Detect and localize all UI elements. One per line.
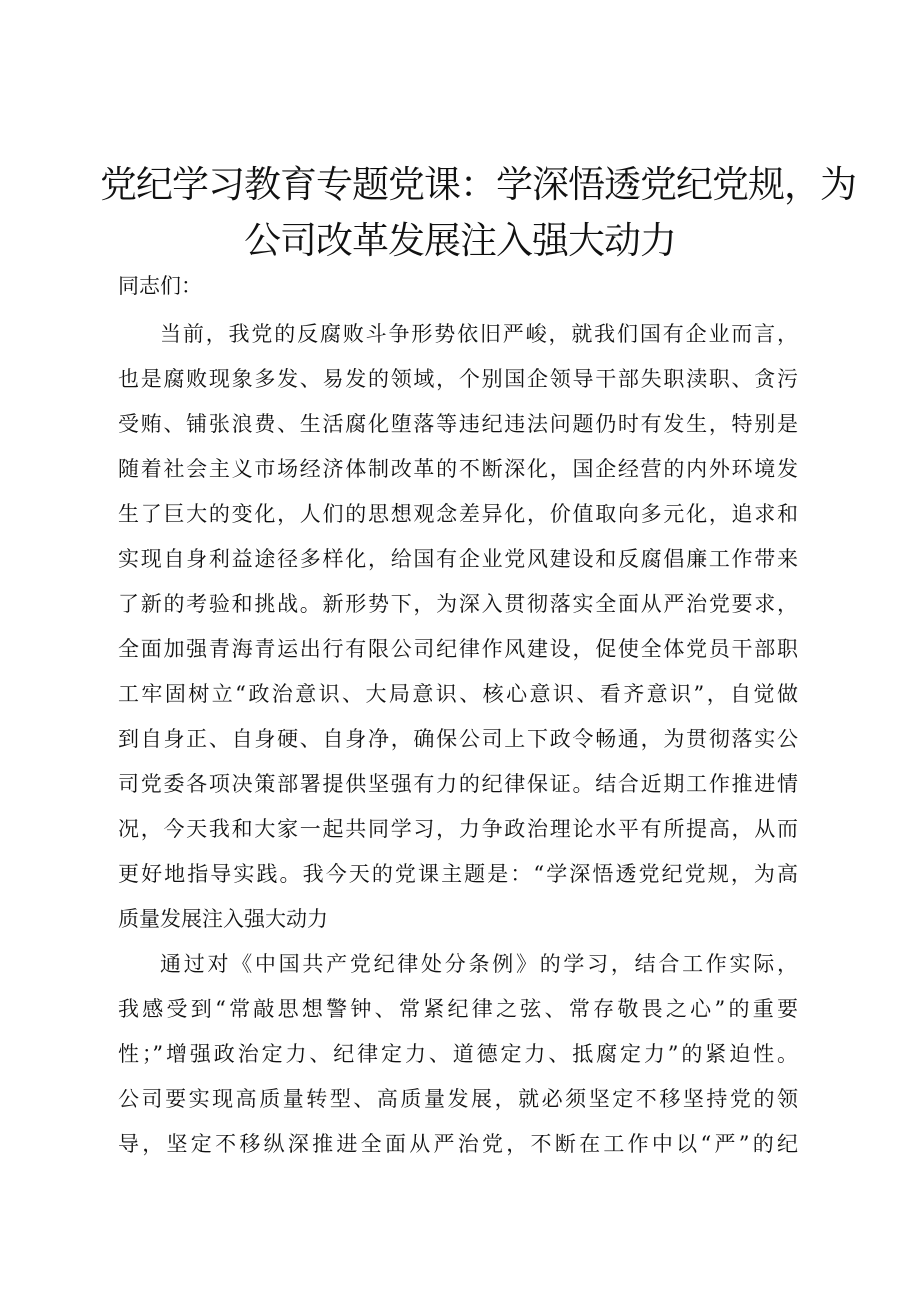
paragraph-line: 也是腐败现象多发、易发的领域，个别国企领导干部失职渎职、贪污 (118, 367, 798, 391)
paragraph-line: 更好地指导实践。我今天的党课主题是：“学深悟透党纪党规，为高 (118, 862, 798, 886)
paragraph-line: 我感受到“常敲思想警钟、常紧纪律之弦、常存敬畏之心”的重要 (118, 997, 798, 1021)
paragraph-line: 况，今天我和大家一起共同学习，力争政治理论水平有所提高，从而 (118, 817, 798, 841)
paragraph-line: 司党委各项决策部署提供坚强有力的纪律保证。结合近期工作推进情 (118, 772, 798, 796)
paragraph-line: 通过对《中国共产党纪律处分条例》的学习，结合工作实际， (160, 952, 798, 976)
paragraph-line: 实现自身利益途径多样化，给国有企业党风建设和反腐倡廉工作带来 (118, 547, 798, 571)
paragraph-line: 随着社会主义市场经济体制改革的不断深化，国企经营的内外环境发 (118, 457, 798, 481)
paragraph-line: 了新的考验和挑战。新形势下，为深入贯彻落实全面从严治党要求， (118, 592, 798, 616)
paragraph-line: 导，坚定不移纵深推进全面从严治党，不断在工作中以“严”的纪 (118, 1132, 798, 1156)
paragraph-line: 生了巨大的变化，人们的思想观念差异化，价值取向多元化，追求和 (118, 502, 798, 526)
paragraph-line: 公司要实现高质量转型、高质量发展，就必须坚定不移坚持党的领 (118, 1087, 798, 1111)
paragraph-line: 到自身正、自身硬、自身净，确保公司上下政令畅通，为贯彻落实公 (118, 727, 798, 751)
salutation: 同志们： (118, 274, 202, 298)
paragraph-line: 受贿、铺张浪费、生活腐化堕落等违纪违法问题仍时有发生，特别是 (118, 412, 798, 436)
paragraph-line: 当前，我党的反腐败斗争形势依旧严峻，就我们国有企业而言， (160, 322, 798, 346)
paragraph-line: 全面加强青海青运出行有限公司纪律作风建设，促使全体党员干部职 (118, 637, 798, 661)
document-title-line-2: 公司改革发展注入强大动力 (244, 219, 676, 262)
paragraph-line: 性；”增强政治定力、纪律定力、道德定力、抵腐定力”的紧迫性。 (118, 1042, 798, 1066)
paragraph-line: 质量发展注入强大动力 (118, 907, 328, 931)
document-title-line-1: 党纪学习教育专题党课：学深悟透党纪党规，为 (100, 163, 856, 206)
paragraph-line: 工牢固树立“政治意识、大局意识、核心意识、看齐意识”，自觉做 (118, 682, 798, 706)
